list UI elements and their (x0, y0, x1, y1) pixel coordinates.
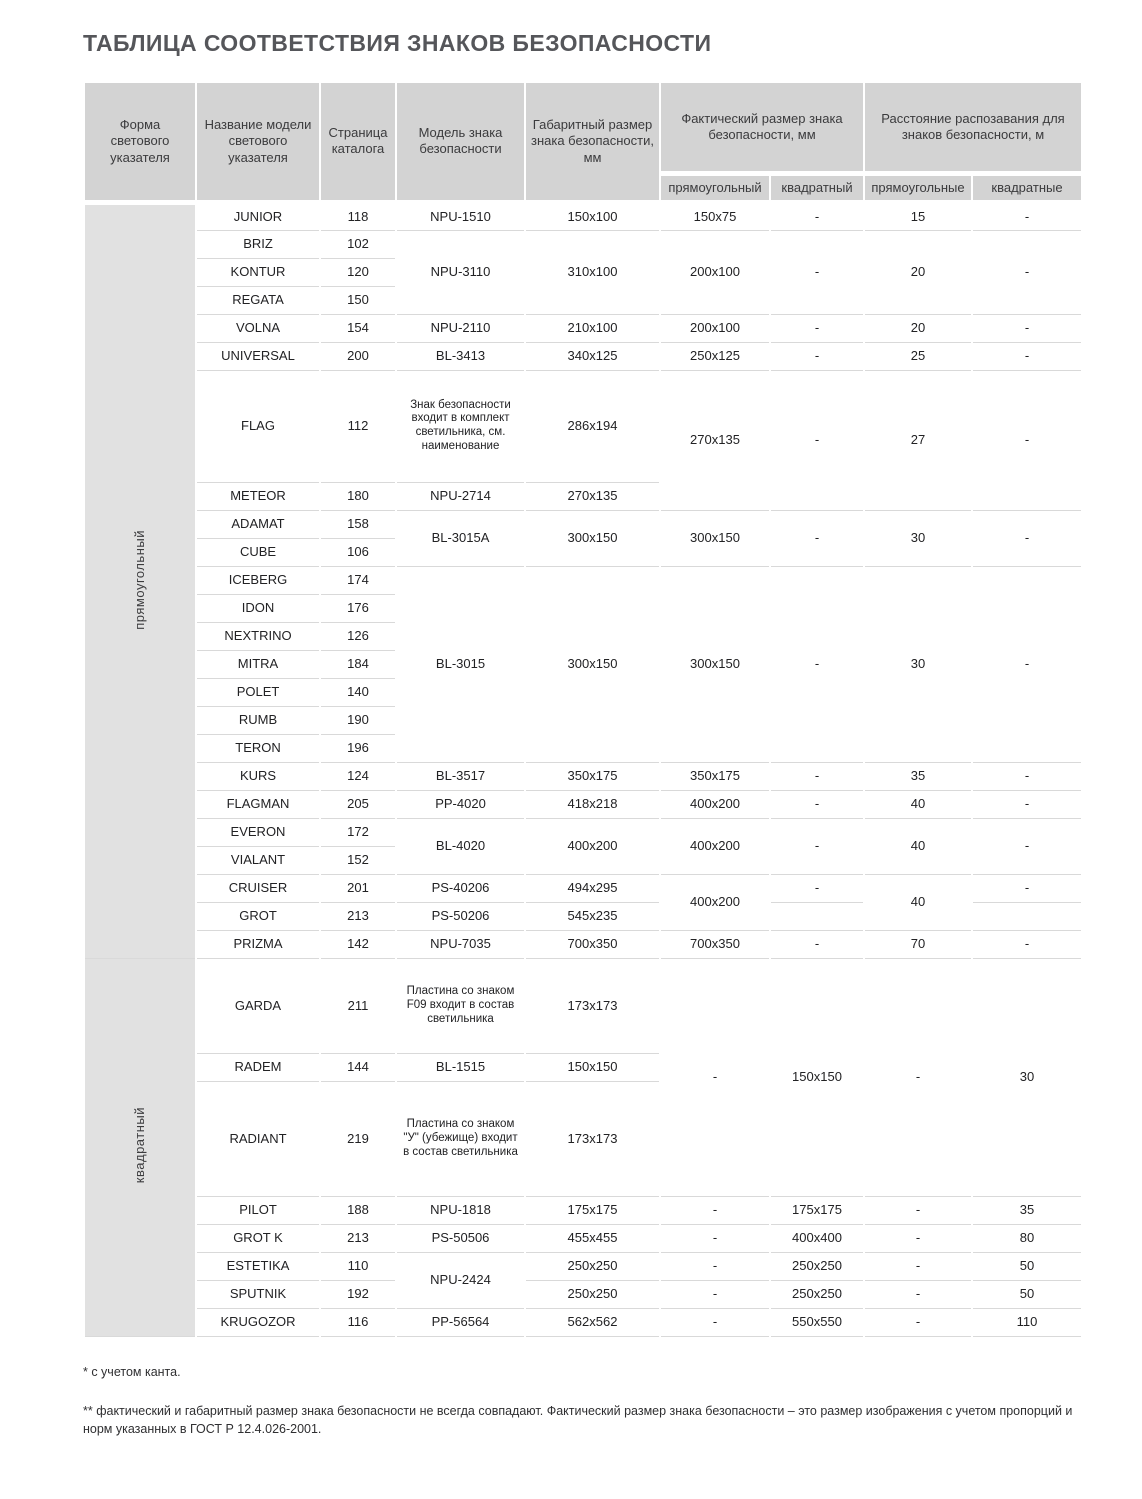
table-cell: - (864, 1280, 972, 1308)
table-cell: PS-50206 (396, 902, 525, 930)
table-cell: PS-50506 (396, 1224, 525, 1252)
table-cell: - (770, 342, 864, 370)
table-row (84, 930, 1082, 958)
table-cell: 286x194 (525, 370, 660, 482)
table-cell: METEOR (196, 482, 320, 510)
table-cell: 150x100 (525, 202, 660, 230)
table-cell: TERON (196, 734, 320, 762)
table-cell: PP-4020 (396, 790, 525, 818)
table-cell: CUBE (196, 538, 320, 566)
table-cell: 455x455 (525, 1224, 660, 1252)
table-cell: 35 (972, 1196, 1082, 1224)
table-row (84, 202, 1082, 230)
shape-label: квадратный (132, 1107, 148, 1184)
table-cell: - (972, 930, 1082, 958)
table-cell: 550x550 (770, 1308, 864, 1336)
table-cell: JUNIOR (196, 202, 320, 230)
table-cell: 250x250 (525, 1252, 660, 1280)
table-cell: - (660, 958, 770, 1196)
table-cell: - (770, 874, 864, 902)
table-cell: 110 (320, 1252, 396, 1280)
table-cell: 340x125 (525, 342, 660, 370)
table-cell: 102 (320, 230, 396, 258)
table-cell: - (972, 762, 1082, 790)
table-cell: 213 (320, 1224, 396, 1252)
table-cell: - (972, 510, 1082, 566)
table-cell: - (660, 1280, 770, 1308)
table-cell: 176 (320, 594, 396, 622)
table-cell: 173x173 (525, 1081, 660, 1196)
table-cell: - (770, 930, 864, 958)
header-shape-column: Форма светового указателя (84, 83, 196, 202)
table-cell: 110 (972, 1308, 1082, 1336)
table-cell: 213 (320, 902, 396, 930)
table-cell: 350x175 (660, 762, 770, 790)
table-cell: - (972, 370, 1082, 510)
table-row (84, 958, 1082, 1053)
table-cell: VOLNA (196, 314, 320, 342)
table-cell: 154 (320, 314, 396, 342)
table-cell: 35 (864, 762, 972, 790)
table-cell: FLAGMAN (196, 790, 320, 818)
header-sign-model-column: Модель знака безопасности (396, 83, 525, 202)
table-cell: - (660, 1252, 770, 1280)
table-cell: - (864, 1308, 972, 1336)
table-cell: Знак безопасности входит в комплект светильника, см. наименование (396, 370, 525, 482)
table-cell: 400x200 (660, 790, 770, 818)
table-cell: 219 (320, 1081, 396, 1196)
table-cell: 173x173 (525, 958, 660, 1053)
table-header (84, 83, 1082, 202)
table-cell: NPU-3110 (396, 230, 525, 314)
table-cell: 184 (320, 650, 396, 678)
table-cell: 300x150 (660, 566, 770, 762)
table-row (84, 1252, 1082, 1280)
table-cell: 250x125 (660, 342, 770, 370)
table-row (84, 818, 1082, 846)
table-cell: 175x175 (770, 1196, 864, 1224)
table-cell: BL-3517 (396, 762, 525, 790)
shape-label: прямоугольный (132, 529, 148, 630)
table-cell: 40 (864, 874, 972, 930)
table-cell: 270x135 (525, 482, 660, 510)
page-title: ТАБЛИЦА СООТВЕТСТВИЯ ЗНАКОВ БЕЗОПАСНОСТИ (83, 30, 712, 56)
header-distance-square: квадратные (972, 173, 1082, 202)
table-cell: 188 (320, 1196, 396, 1224)
table-cell: BRIZ (196, 230, 320, 258)
table-cell: 350x175 (525, 762, 660, 790)
table-cell: 142 (320, 930, 396, 958)
table-cell: 118 (320, 202, 396, 230)
table-cell: GROT (196, 902, 320, 930)
table-cell: ICEBERG (196, 566, 320, 594)
table-row (84, 762, 1082, 790)
table-cell: 140 (320, 678, 396, 706)
table-cell: - (972, 230, 1082, 314)
table-cell: - (660, 1196, 770, 1224)
table-cell: NPU-2424 (396, 1252, 525, 1308)
table-cell: CRUISER (196, 874, 320, 902)
footnote-2: ** фактический и габаритный размер знака безопасности не всегда совпадают. Фактический размер знака безопасности – это размер изображения с учетом пропорций и норм указанных в ГОСТ Р 12.4.026-2001. (83, 1403, 1073, 1437)
table-row (84, 230, 1082, 258)
table-cell: 106 (320, 538, 396, 566)
footnote-1: * с учетом канта. (83, 1364, 181, 1379)
table-cell: 211 (320, 958, 396, 1053)
header-actual-square: квадратный (770, 173, 864, 202)
table-cell: EVERON (196, 818, 320, 846)
table-body (84, 202, 1082, 1336)
table-cell: 300x150 (525, 510, 660, 566)
table-cell: NPU-1818 (396, 1196, 525, 1224)
table-cell: 27 (864, 370, 972, 510)
table-cell: VIALANT (196, 846, 320, 874)
table-cell: 400x200 (660, 874, 770, 930)
table-cell: BL-3015 (396, 566, 525, 762)
table-cell: PILOT (196, 1196, 320, 1224)
table-cell: Пластина со знаком "У" (убежище) входит в состав светильника (396, 1081, 525, 1196)
table-cell: 300x150 (525, 566, 660, 762)
table-cell: 175x175 (525, 1196, 660, 1224)
table-cell: 250x250 (770, 1280, 864, 1308)
table-cell: 20 (864, 314, 972, 342)
table-cell: Пластина со знаком F09 входит в состав светильника (396, 958, 525, 1053)
table-cell: 70 (864, 930, 972, 958)
table-cell: 174 (320, 566, 396, 594)
table-cell: NPU-7035 (396, 930, 525, 958)
table-cell: NPU-2714 (396, 482, 525, 510)
table-cell (770, 902, 864, 930)
table-cell: 150x150 (525, 1053, 660, 1081)
table-cell: 172 (320, 818, 396, 846)
table-cell: - (864, 958, 972, 1196)
table-row (84, 566, 1082, 594)
table-cell: - (972, 566, 1082, 762)
table-cell: IDON (196, 594, 320, 622)
table-cell: 180 (320, 482, 396, 510)
table-cell: 30 (864, 566, 972, 762)
table-row (84, 510, 1082, 538)
table-cell: 116 (320, 1308, 396, 1336)
table-cell: GARDA (196, 958, 320, 1053)
table-cell: - (660, 1308, 770, 1336)
table-cell: SPUTNIK (196, 1280, 320, 1308)
table-cell: 120 (320, 258, 396, 286)
table-cell: PRIZMA (196, 930, 320, 958)
table-cell: MITRA (196, 650, 320, 678)
table-cell: - (770, 762, 864, 790)
table-cell: 40 (864, 790, 972, 818)
table-row (84, 1280, 1082, 1308)
table-row (84, 790, 1082, 818)
table-cell: 250x250 (770, 1252, 864, 1280)
table-cell: 250x250 (525, 1280, 660, 1308)
table-cell: RADIANT (196, 1081, 320, 1196)
table-row (84, 1308, 1082, 1336)
table-cell: 20 (864, 230, 972, 314)
table-cell: 15 (864, 202, 972, 230)
table-cell: 300x150 (660, 510, 770, 566)
table-cell: RADEM (196, 1053, 320, 1081)
table-cell: - (660, 1224, 770, 1252)
table-cell: 200x100 (660, 230, 770, 314)
table-cell: KURS (196, 762, 320, 790)
table-cell: 205 (320, 790, 396, 818)
header-overall-size-column: Габаритный размер знака безопасности, мм (525, 83, 660, 202)
table-cell: 196 (320, 734, 396, 762)
table-cell: 150 (320, 286, 396, 314)
table-cell: 190 (320, 706, 396, 734)
table-cell: 25 (864, 342, 972, 370)
table-cell: - (972, 202, 1082, 230)
table-cell: BL-4020 (396, 818, 525, 874)
header-page-column: Страница каталога (320, 83, 396, 202)
header-actual-rectangular: прямоугольный (660, 173, 770, 202)
table-cell: - (770, 202, 864, 230)
table-row (84, 1224, 1082, 1252)
table-cell: - (770, 818, 864, 874)
table-cell: 30 (972, 958, 1082, 1196)
table-cell: PP-56564 (396, 1308, 525, 1336)
header-distance-rectangular: прямоугольные (864, 173, 972, 202)
table-cell: 150x75 (660, 202, 770, 230)
table-cell: 112 (320, 370, 396, 482)
table-cell: NEXTRINO (196, 622, 320, 650)
table-cell: - (770, 566, 864, 762)
table-cell: KONTUR (196, 258, 320, 286)
table-cell: GROT K (196, 1224, 320, 1252)
table-cell: 30 (864, 510, 972, 566)
table-cell: 40 (864, 818, 972, 874)
table-cell: BL-3015A (396, 510, 525, 566)
table-cell: 80 (972, 1224, 1082, 1252)
header-actual-size-group: Фактический размер знака безопасности, мм (660, 83, 864, 173)
table-cell: BL-3413 (396, 342, 525, 370)
shape-square-cell (84, 958, 196, 1336)
table-cell: POLET (196, 678, 320, 706)
table-cell: 158 (320, 510, 396, 538)
table-cell: - (864, 1224, 972, 1252)
table-cell: 201 (320, 874, 396, 902)
table-cell: NPU-2110 (396, 314, 525, 342)
table-cell: UNIVERSAL (196, 342, 320, 370)
table-cell: PS-40206 (396, 874, 525, 902)
table-cell: - (770, 230, 864, 314)
table-cell: ESTETIKA (196, 1252, 320, 1280)
table-cell: 200x100 (660, 314, 770, 342)
table-cell: - (770, 510, 864, 566)
table-cell: - (770, 314, 864, 342)
header-model-name-column: Название модели светового указателя (196, 83, 320, 202)
table-cell: 400x200 (660, 818, 770, 874)
table-cell: ADAMAT (196, 510, 320, 538)
table-cell: - (972, 342, 1082, 370)
table-cell: 310x100 (525, 230, 660, 314)
table-cell: - (972, 314, 1082, 342)
table-cell: 144 (320, 1053, 396, 1081)
table-cell: 545x235 (525, 902, 660, 930)
table-cell: - (972, 874, 1082, 902)
table-cell (972, 902, 1082, 930)
table-cell: - (972, 818, 1082, 874)
table-cell: 400x200 (525, 818, 660, 874)
table-cell: 700x350 (660, 930, 770, 958)
table-cell: 192 (320, 1280, 396, 1308)
table-cell: - (770, 370, 864, 510)
table-cell: 400x400 (770, 1224, 864, 1252)
shape-rectangular-cell (84, 202, 196, 958)
table-cell: NPU-1510 (396, 202, 525, 230)
table-cell: KRUGOZOR (196, 1308, 320, 1336)
table-cell: RUMB (196, 706, 320, 734)
footnotes (83, 1363, 1082, 1439)
table-row (84, 370, 1082, 482)
table-cell: 126 (320, 622, 396, 650)
table-cell: - (972, 790, 1082, 818)
table-cell: 152 (320, 846, 396, 874)
header-distance-group: Расстояние распозавания для знаков безопасности, м (864, 83, 1082, 173)
correspondence-table (83, 83, 1083, 1337)
table-row (84, 314, 1082, 342)
table-cell: 418x218 (525, 790, 660, 818)
table-cell: 562x562 (525, 1308, 660, 1336)
table-row (84, 342, 1082, 370)
table-cell: 150x150 (770, 958, 864, 1196)
table-cell: FLAG (196, 370, 320, 482)
table-cell: 200 (320, 342, 396, 370)
table-row (84, 874, 1082, 902)
table-row (84, 1196, 1082, 1224)
table-cell: 494x295 (525, 874, 660, 902)
table-cell: 124 (320, 762, 396, 790)
table-cell: - (864, 1252, 972, 1280)
table-cell: 270x135 (660, 370, 770, 510)
table-cell: - (770, 790, 864, 818)
table-cell: 50 (972, 1252, 1082, 1280)
table-cell: - (864, 1196, 972, 1224)
table-cell: REGATA (196, 286, 320, 314)
table-cell: 700x350 (525, 930, 660, 958)
table-cell: 210x100 (525, 314, 660, 342)
table-cell: BL-1515 (396, 1053, 525, 1081)
table-cell: 50 (972, 1280, 1082, 1308)
